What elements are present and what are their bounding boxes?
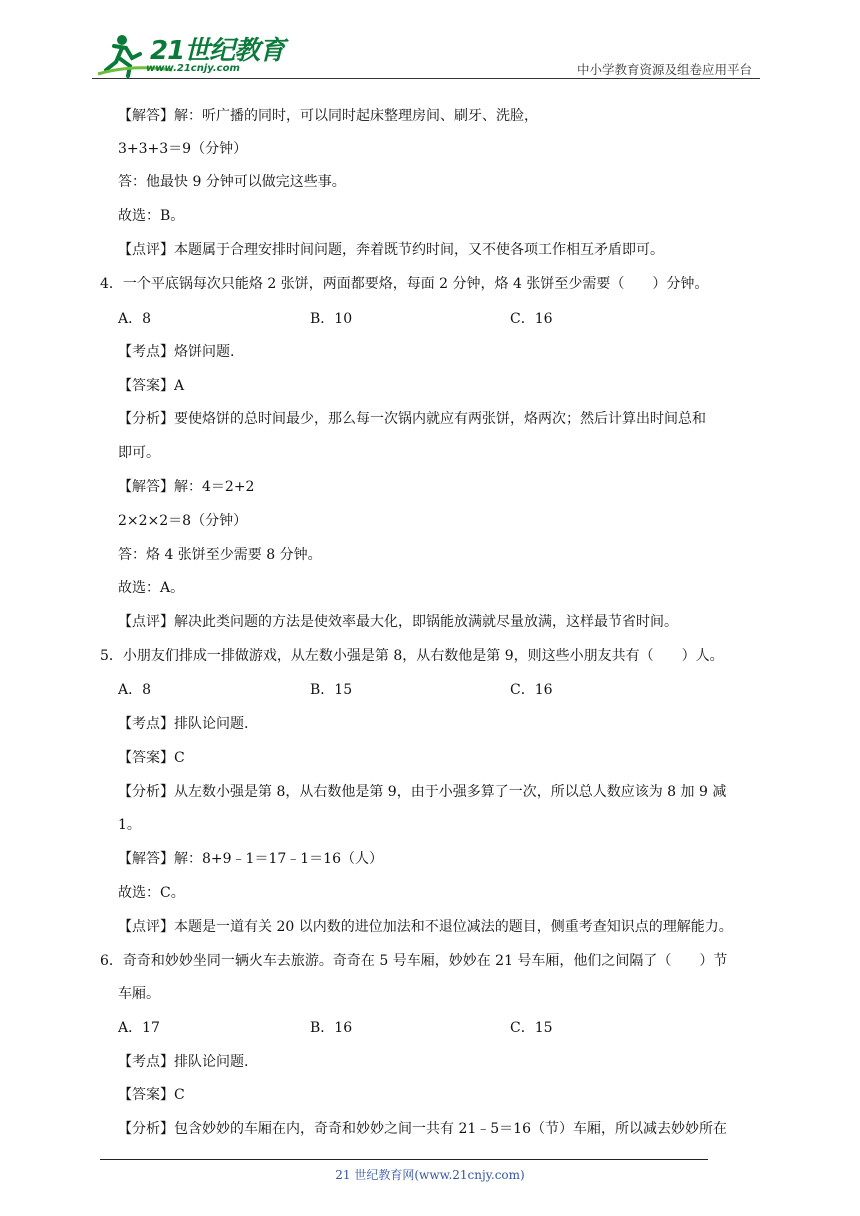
footer-divider	[100, 1159, 708, 1160]
knowledge-point: 【考点】排队论问题.	[118, 1054, 249, 1070]
analysis-line: 即可。	[118, 445, 160, 461]
analysis-line: 【分析】包含妙妙的车厢在内，奇奇和妙妙之间一共有 21﹣5＝16（节）车厢，所以减去妙妙所在	[118, 1121, 727, 1137]
answer-key: 【答案】C	[118, 750, 185, 766]
option-b: B．15	[310, 682, 353, 698]
knowledge-point: 【考点】排队论问题.	[118, 716, 249, 732]
logo-text: 21世纪教育	[150, 36, 285, 66]
analysis-line: 【分析】要使烙饼的总时间最少，那么每一次锅内就应有两张饼，烙两次；然后计算出时间总和	[118, 411, 706, 427]
answer-line: 【解答】解：听广播的同时，可以同时起床整理房间、刷牙、洗脸，	[118, 108, 538, 124]
answer-key: 【答案】C	[118, 1087, 185, 1103]
analysis-line: 1。	[118, 817, 141, 833]
comment-line: 【点评】解决此类问题的方法是使效率最大化，即锅能放满就尽量放满，这样最节省时间。	[118, 614, 678, 630]
choice-line: 故选：A。	[118, 580, 185, 596]
answer-statement: 答：他最快 9 分钟可以做完这些事。	[118, 174, 346, 190]
choice-line: 故选：B。	[118, 208, 185, 224]
option-c: C．16	[510, 682, 553, 698]
option-a: A．17	[118, 1020, 160, 1036]
choice-line: 故选：C。	[118, 885, 185, 901]
comment-line: 【点评】本题属于合理安排时间问题，奔着既节约时间，又不使各项工作相互矛盾即可。	[118, 242, 664, 258]
option-c: C．15	[510, 1020, 553, 1036]
question-6-cont: 车厢。	[118, 986, 160, 1002]
question-5: 5．小朋友们排成一排做游戏，从左数小强是第 8，从右数他是第 9，则这些小朋友共有（ ）人。	[100, 648, 724, 664]
option-b: B．10	[310, 311, 353, 327]
solution-line: 【解答】解：8+9﹣1＝17﹣1＝16（人）	[118, 851, 383, 867]
comment-line: 【点评】本题是一道有关 20 以内数的进位加法和不退位减法的题目，侧重考查知识点的理解能力。	[118, 919, 733, 935]
logo-url: www.21cnjy.com	[146, 63, 240, 74]
header-platform-title: 中小学教育资源及组卷应用平台	[576, 62, 752, 77]
analysis-line: 【分析】从左数小强是第 8，从右数他是第 9，由于小强多算了一次，所以总人数应该为 8 加 9 减	[118, 784, 727, 800]
footer-link[interactable]: 21 世纪教育网(www.21cnjy.com)	[335, 1168, 525, 1182]
page-header	[0, 0, 860, 90]
question-6: 6．奇奇和妙妙坐同一辆火车去旅游。奇奇在 5 号车厢，妙妙在 21 号车厢，他们之间隔了（ ）节	[100, 953, 728, 969]
option-b: B．16	[310, 1020, 353, 1036]
calc-line: 3+3+3＝9（分钟）	[118, 141, 248, 157]
solution-line: 2×2×2＝8（分钟）	[118, 513, 248, 529]
answer-statement: 答：烙 4 张饼至少需要 8 分钟。	[118, 547, 322, 563]
question-4: 4．一个平底锅每次只能烙 2 张饼，两面都要烙，每面 2 分钟，烙 4 张饼至少需要（ ）分钟。	[100, 276, 709, 292]
header-divider	[92, 78, 760, 79]
knowledge-point: 【考点】烙饼问题.	[118, 344, 235, 360]
option-c: C．16	[510, 311, 553, 327]
option-a: A．8	[118, 682, 152, 698]
option-a: A．8	[118, 311, 152, 327]
solution-line: 【解答】解：4＝2+2	[118, 479, 255, 495]
answer-key: 【答案】A	[118, 378, 185, 394]
